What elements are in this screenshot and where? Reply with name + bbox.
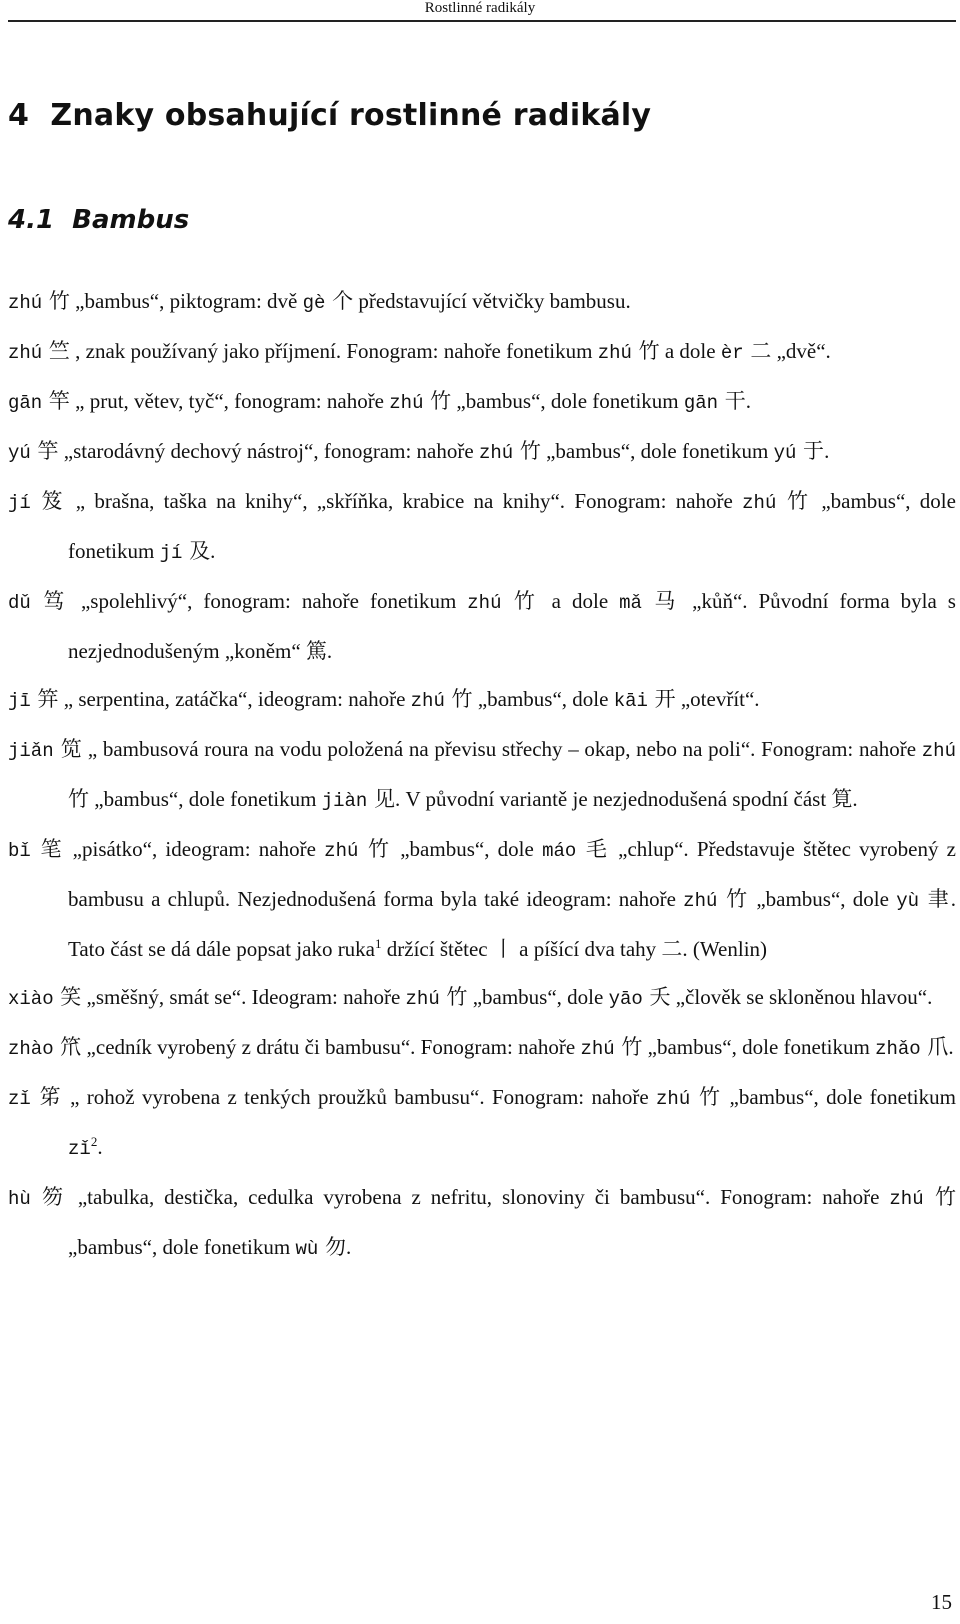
dictionary-entry <box>8 1173 956 1273</box>
pinyin: wù <box>295 1238 319 1260</box>
hanzi: 爪 <box>920 1035 949 1059</box>
chapter-heading <box>8 98 651 133</box>
footnote-ref: 1 <box>375 936 382 951</box>
running-header: Rostlinné radikály <box>424 0 536 16</box>
chapter-number: 4 <box>8 98 30 133</box>
pinyin: zhào <box>8 1038 54 1060</box>
hanzi: 竹 <box>717 887 750 911</box>
hanzi: 竿 <box>42 389 70 413</box>
entry-text: „tabulka, destička, cedulka vyrobena z nefritu, slonoviny či bambusu“. Fonogram: nahoře <box>67 1185 890 1209</box>
pinyin: yāo <box>608 988 643 1010</box>
entry-text: . <box>97 1135 103 1159</box>
hanzi: 开 <box>647 687 676 711</box>
pinyin: kāi <box>613 690 648 712</box>
pinyin: zhú <box>597 342 632 364</box>
entry-text: . <box>745 389 752 413</box>
dictionary-entry <box>8 973 956 1023</box>
dictionary-entry <box>8 825 956 973</box>
dictionary-entry <box>8 725 956 825</box>
pinyin: zǐ <box>68 1138 91 1160</box>
entry-text: . (Wenlin) <box>682 937 768 961</box>
hanzi: 笕 <box>53 737 83 761</box>
hanzi: 笃 <box>30 589 70 613</box>
pinyin: jiǎn <box>8 740 54 762</box>
hanzi: 个 <box>325 289 354 313</box>
entry-text: „spolehlivý“, fonogram: nahoře fonetikum <box>69 589 468 613</box>
hanzi: 竽 <box>30 439 59 463</box>
entry-list <box>8 277 956 1273</box>
page-number: 15 <box>931 1590 952 1614</box>
hanzi: 竹 <box>439 985 468 1009</box>
pinyin: xiào <box>8 988 54 1010</box>
hanzi: 勿 <box>318 1235 346 1259</box>
entry-text: držící štětec <box>381 937 493 961</box>
hanzi: 笏 <box>30 1185 68 1209</box>
entry-text: . <box>326 639 333 663</box>
section-number: 4.1 <box>8 205 55 235</box>
hanzi: 竹 <box>631 339 660 363</box>
pinyin: zhú <box>410 690 445 712</box>
entry-text: a píšící dva tahy <box>513 937 662 961</box>
pinyin: zhú <box>683 890 718 912</box>
pinyin: zhǎo <box>875 1038 921 1060</box>
hanzi: 竹 <box>68 787 89 811</box>
hanzi: 竹 <box>501 589 541 613</box>
pinyin: yú <box>773 442 797 464</box>
entry-text: . <box>210 539 216 563</box>
hanzi: 竹 <box>614 1035 643 1059</box>
pinyin: zhú <box>467 592 502 614</box>
hanzi: 毛 <box>576 837 610 861</box>
entry-text: „bambus“, dole <box>392 837 543 861</box>
hanzi: 竺 <box>42 339 70 363</box>
dictionary-entry <box>8 477 956 577</box>
pinyin: zhú <box>389 392 424 414</box>
pinyin: yù <box>896 890 920 912</box>
entry-text: „bambus“, dole fonetikum <box>451 389 684 413</box>
hanzi: 笊 <box>53 1035 82 1059</box>
hanzi: 竹 <box>513 439 541 463</box>
hanzi: 竹 <box>923 1185 956 1209</box>
entry-text: , znak používaný jako příjmení. Fonogram: nahoře fonetikum <box>69 339 598 363</box>
hanzi: 二 <box>661 937 683 961</box>
entry-text: . <box>345 1235 352 1259</box>
hanzi: 竹 <box>690 1085 723 1109</box>
entry-text: . V původní variantě je nezjednodušená spodní část <box>395 787 832 811</box>
entry-text: „ bambusová roura na vodu položená na převisu střechy – okap, nebo na poli“. Fonogram: nahoře <box>82 737 922 761</box>
entry-text: „bambus“, piktogram: dvě <box>69 289 303 313</box>
hanzi: 及 <box>182 539 211 563</box>
dictionary-entry <box>8 577 956 675</box>
hanzi: 于 <box>796 439 825 463</box>
entry-text: „směšný, smát se“. Ideogram: nahoře <box>81 985 406 1009</box>
dictionary-entry <box>8 675 956 725</box>
entry-text: „bambus“, dole <box>467 985 609 1009</box>
pinyin: zhú <box>478 442 514 464</box>
pinyin: zhú <box>742 492 777 514</box>
hanzi: 夭 <box>642 985 671 1009</box>
entry-text: „chlup“. Představuje štětec vyrobený z bambusu a chlupů. Nezjednodušená forma byla také ideogram: nahoře <box>68 837 956 911</box>
hanzi: 笑 <box>53 985 82 1009</box>
pinyin: gān <box>8 392 43 414</box>
hanzi: 笫 <box>30 1085 63 1109</box>
hanzi: 笄 <box>30 687 59 711</box>
hanzi: 竹 <box>423 389 452 413</box>
entry-text: „bambus“, dole fonetikum <box>68 489 956 563</box>
entry-text: „ rohož vyrobena z tenkých proužků bambusu“. Fonogram: nahoře <box>62 1085 657 1109</box>
entry-text: „bambus“, dole fonetikum <box>540 439 774 463</box>
hanzi: 马 <box>641 589 682 613</box>
pinyin: jí <box>159 542 183 564</box>
dictionary-entry <box>8 377 956 427</box>
dictionary-entry <box>8 1023 956 1073</box>
dictionary-entry <box>8 1073 956 1173</box>
hanzi: 干 <box>718 389 746 413</box>
pinyin: dǔ <box>8 592 31 614</box>
pinyin: zhú <box>921 740 956 762</box>
pinyin: yú <box>8 442 31 464</box>
pinyin: zhú <box>405 988 440 1010</box>
pinyin: máo <box>542 840 577 862</box>
hanzi: 聿 <box>919 887 951 911</box>
entry-text: „kůň“. Původní forma byla s nezjednodušeným „koněm“ <box>68 589 956 663</box>
pinyin: jī <box>8 690 31 712</box>
entry-text: . <box>852 787 858 811</box>
entry-text: „bambus“, dole <box>749 887 897 911</box>
hanzi: 竹 <box>444 687 473 711</box>
pinyin: zhú <box>324 840 359 862</box>
entry-text: „bambus“, dole fonetikum <box>89 787 322 811</box>
pinyin: zǐ <box>8 1088 31 1110</box>
entry-text: a dole <box>540 589 620 613</box>
pinyin: bǐ <box>8 840 31 862</box>
hanzi: 二 <box>743 339 772 363</box>
pinyin: zhú <box>889 1188 924 1210</box>
chapter-title: Znaky obsahující rostlinné radikály <box>50 98 652 133</box>
dictionary-entry <box>8 427 956 477</box>
hanzi: 笔 <box>30 837 65 861</box>
hanzi: 丨 <box>492 937 514 961</box>
entry-text: představující větvičky bambusu. <box>353 289 631 313</box>
entry-text: „bambus“, dole fonetikum <box>642 1035 876 1059</box>
entry-text: . <box>824 439 830 463</box>
pinyin: hù <box>8 1188 31 1210</box>
dictionary-entry <box>8 277 956 327</box>
entry-text: a dole <box>659 339 721 363</box>
pinyin: gān <box>683 392 719 414</box>
footnote-ref: 2 <box>90 1134 98 1149</box>
header-rule <box>8 20 956 22</box>
entry-text: „pisátko“, ideogram: nahoře <box>64 837 325 861</box>
pinyin: zhú <box>580 1038 615 1060</box>
entry-text: „cedník vyrobený z drátu či bambusu“. Fonogram: nahoře <box>81 1035 581 1059</box>
pinyin: zhú <box>8 342 43 364</box>
entry-text: „bambus“, dole <box>472 687 614 711</box>
hanzi: 竹 <box>42 289 70 313</box>
entry-text: „ prut, větev, tyč“, fonogram: nahoře <box>69 389 390 413</box>
section-heading <box>8 205 189 235</box>
entry-text: . <box>948 1035 954 1059</box>
section-title: Bambus <box>72 205 190 235</box>
entry-text: „bambus“, dole fonetikum <box>68 1235 296 1259</box>
hanzi: 竹 <box>358 837 393 861</box>
hanzi: 见 <box>367 787 395 811</box>
pinyin: mǎ <box>619 592 642 614</box>
entry-text: „ brašna, taška na knihy“, „skříňka, krabice na knihy“. Fonogram: nahoře <box>66 489 743 513</box>
pinyin: èr <box>720 342 744 364</box>
entry-text: „otevřít“. <box>675 687 760 711</box>
dictionary-entry <box>8 327 956 377</box>
hanzi: 篤 <box>305 639 327 663</box>
pinyin: jiàn <box>321 790 368 812</box>
entry-text: . Tato část se dá dále popsat jako ruka <box>68 887 956 961</box>
entry-text: „starodávný dechový nástroj“, fonogram: nahoře <box>58 439 479 463</box>
entry-text: „ serpentina, zatáčka“, ideogram: nahoře <box>58 687 411 711</box>
hanzi: 竹 <box>776 489 813 513</box>
hanzi: 筧 <box>831 787 853 811</box>
entry-text: „bambus“, dole fonetikum <box>722 1085 956 1109</box>
entry-text: „dvě“. <box>771 339 831 363</box>
entry-text: „člověk se skloněnou hlavou“. <box>670 985 933 1009</box>
pinyin: zhú <box>656 1088 691 1110</box>
pinyin: jí <box>8 492 31 514</box>
pinyin: zhú <box>8 292 43 314</box>
hanzi: 笈 <box>30 489 67 513</box>
pinyin: gè <box>302 292 326 314</box>
